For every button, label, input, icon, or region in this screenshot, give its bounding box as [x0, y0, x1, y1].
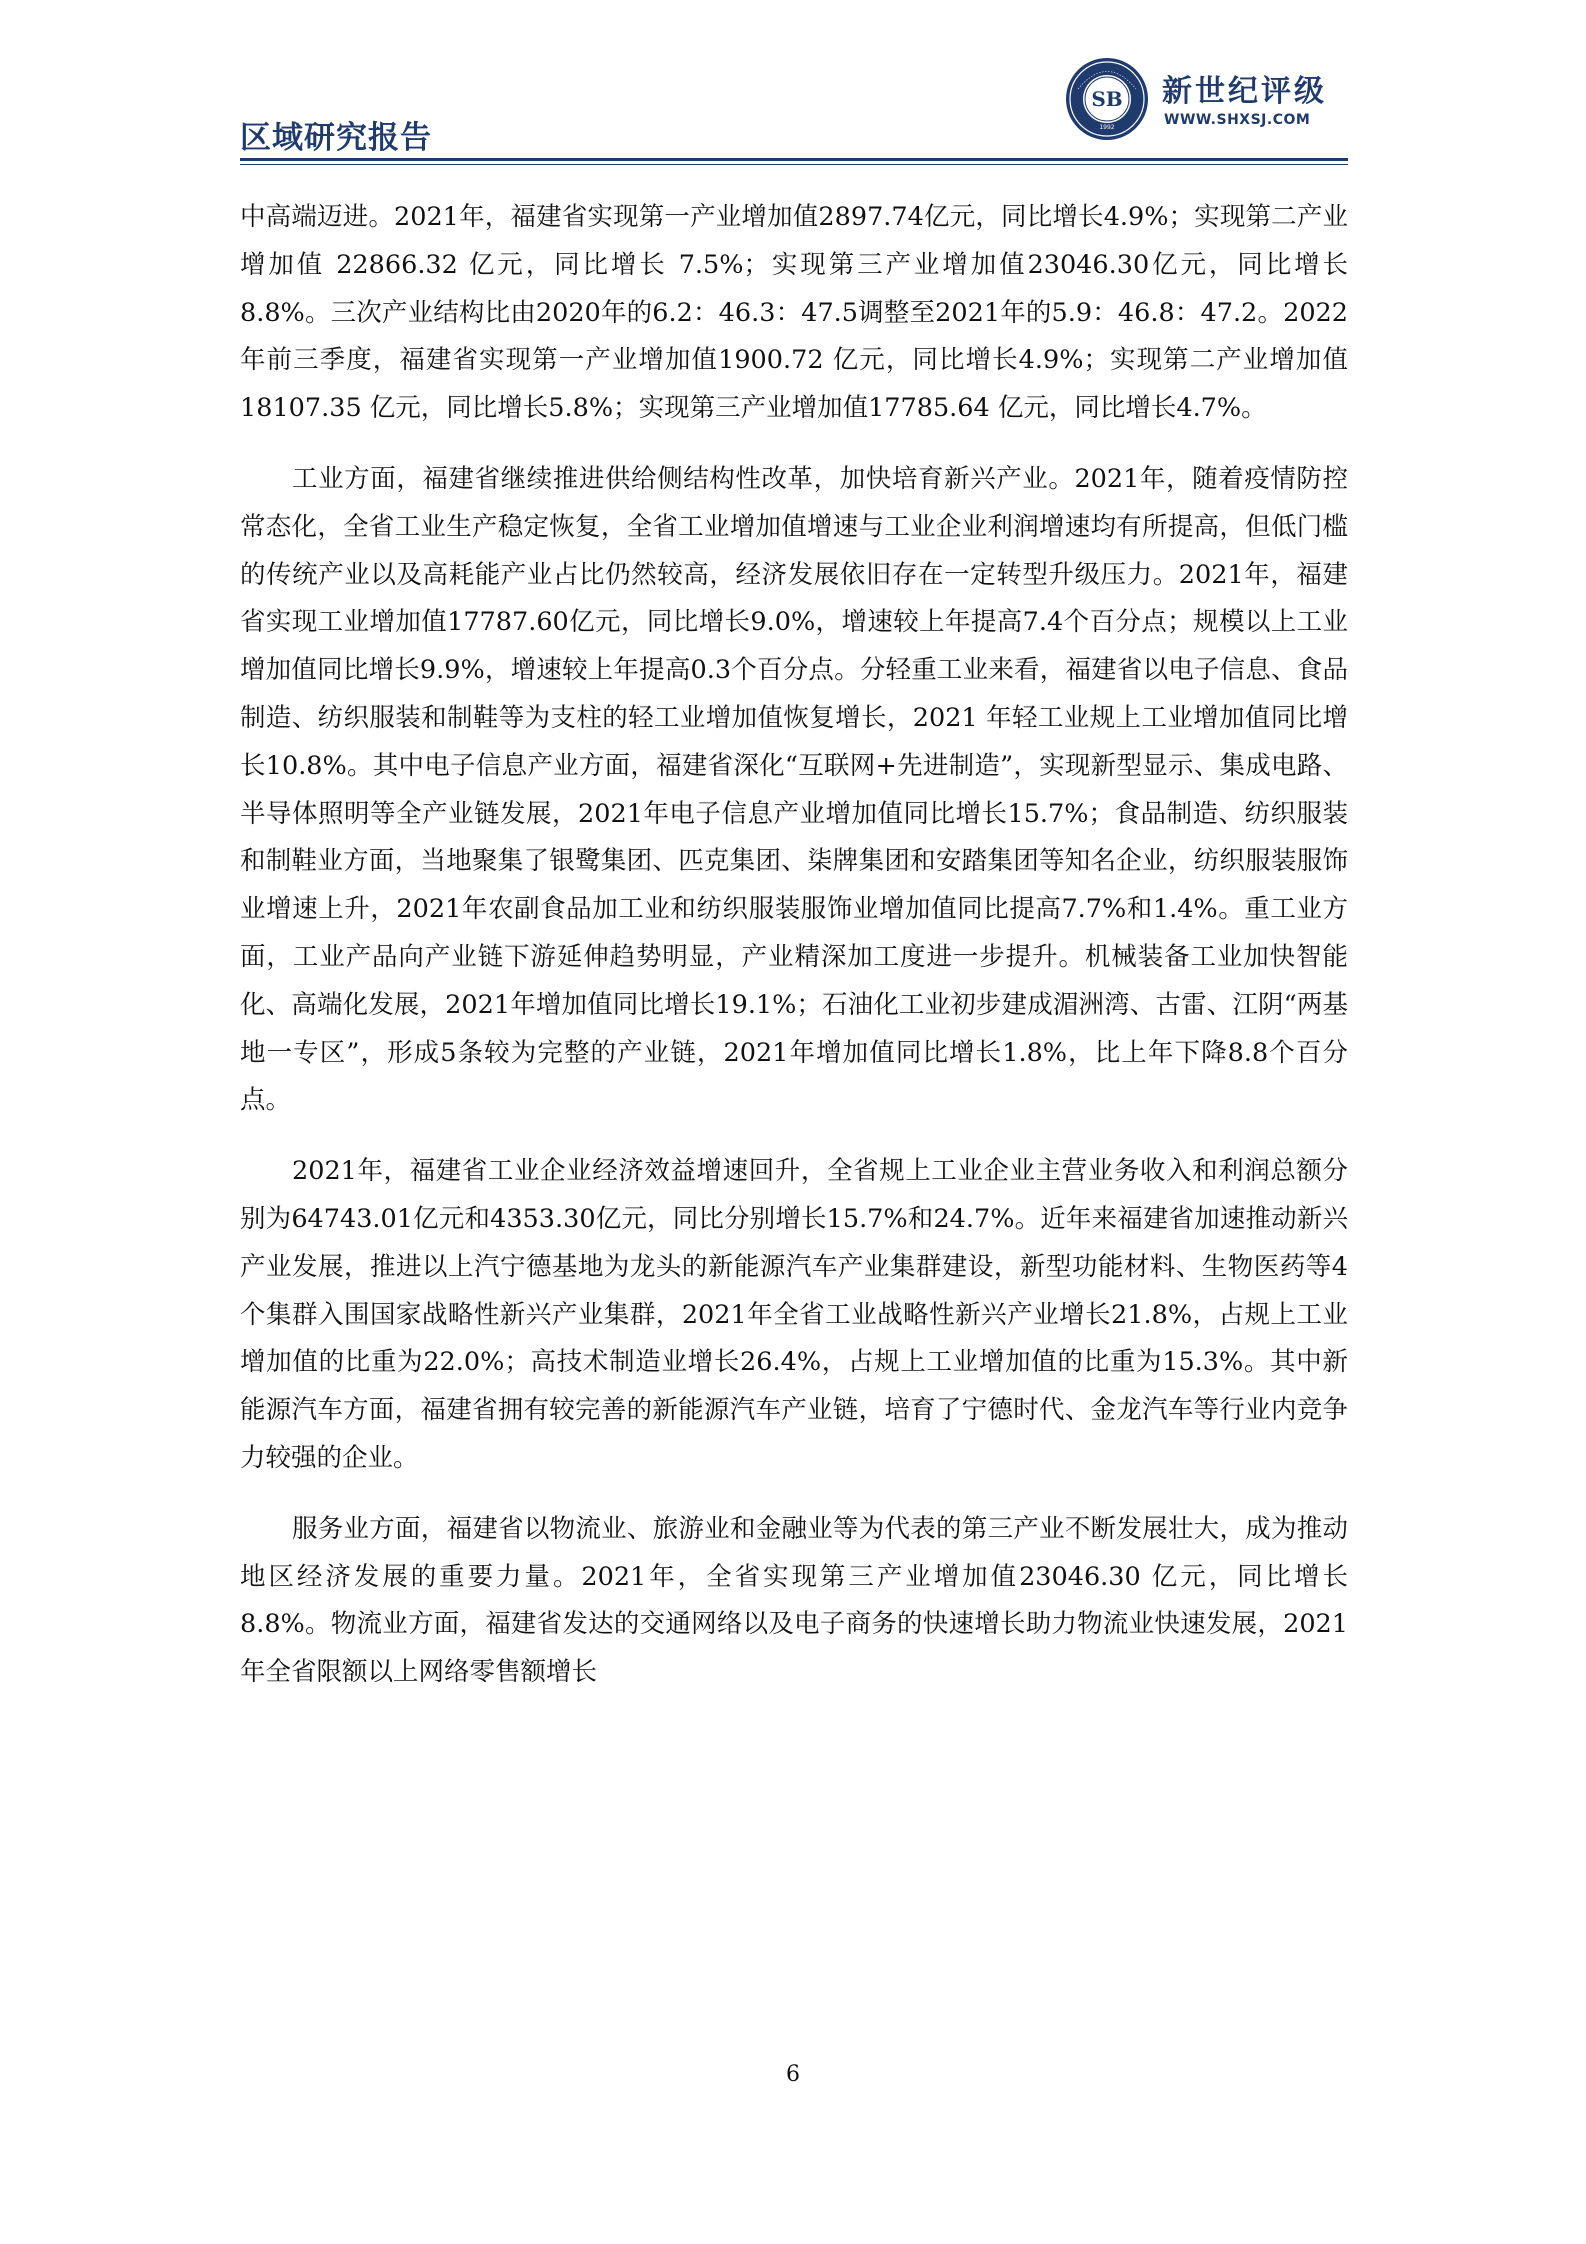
- brand-logo: [1064, 56, 1364, 146]
- brand-url: WWW.SHXSJ.COM: [1164, 112, 1311, 128]
- seal-monogram: SB: [1091, 87, 1123, 111]
- page-header: [0, 0, 1586, 165]
- report-category-label: 区域研究报告: [240, 120, 432, 156]
- page-number: 6: [786, 2062, 800, 2087]
- seal-year: 1992: [1099, 124, 1115, 131]
- paragraph-industrial-efficiency: 2021年，福建省工业企业经济效益增速回升，全省规上工业企业主营业务收入和利润总额分别为64743.01亿元和4353.30亿元，同比分别增长15.7%和24.7%。近年来福建省加速推动新兴产业发展，推进以上汽宁德基地为龙头的新能源汽车产业集群建设，新型功能材料、生物医药等4个集群入围国家战略性新兴产业集群，2021年全省工业战略性新兴产业增长21.8%，占规上工业增加值的比重为22.0%；高技术制造业增长26.4%，占规上工业增加值的比重为15.3%。其中新能源汽车方面，福建省拥有较完善的新能源汽车产业链，培育了宁德时代、金龙汽车等行业内竞争力较强的企业。: [240, 1156, 1348, 1473]
- paragraph-industrial-sector: 工业方面，福建省继续推进供给侧结构性改革，加快培育新兴产业。2021年，随着疫情防控常态化，全省工业生产稳定恢复，全省工业增加值增速与工业企业利润增速均有所提高，但低门槛的传统产业以及高耗能产业占比仍然较高，经济发展依旧存在一定转型升级压力。2021年，福建省实现工业增加值17787.60亿元，同比增长9.0%，增速较上年提高7.4个百分点；规模以上工业增加值同比增长9.9%，增速较上年提高0.3个百分点。分轻重工业来看，福建省以电子信息、食品制造、纺织服装和制鞋等为支柱的轻工业增加值恢复增长，2021 年轻工业规上工业增加值同比增长10.8%。其中电子信息产业方面，福建省深化“互联网+先进制造”，实现新型显示、集成电路、半导体照明等全产业链发展，2021年电子信息产业增加值同比增长15.7%；食品制造、纺织服装和制鞋业方面，当地聚集了银鹭集团、匹克集团、柒牌集团和安踏集团等知名企业，纺织服装服饰业增速上升，2021年农副食品加工业和纺织服装服饰业增加值同比提高7.7%和1.4%。重工业方面，工业产品向产业链下游延伸趋势明显，产业精深加工度进一步提升。机械装备工业加快智能化、高端化发展，2021年增加值同比增长19.1%；石油化工业初步建成湄洲湾、古雷、江阴“两基地一专区”，形成5条较为完整的产业链，2021年增加值同比增长1.8%，比上年下降8.8个百分点。: [240, 463, 1348, 1116]
- brand-seal-icon: [1064, 56, 1150, 142]
- paragraph-industry-structure: 中高端迈进。2021年，福建省实现第一产业增加值2897.74亿元，同比增长4.9%；实现第二产业增加值 22866.32 亿元，同比增长 7.5%；实现第三产业增加值23046.30亿元，同比增长8.8%。三次产业结构比由2020年的6.2：46.3：47.5调整至2021年的5.9：46.8：47.2。2022年前三季度，福建省实现第一产业增加值1900.72 亿元，同比增长4.9%；实现第二产业增加值18107.35 亿元，同比增长5.8%；实现第三产业增加值17785.64 亿元，同比增长4.7%。: [240, 202, 1349, 424]
- report-body: [240, 194, 1348, 1720]
- header-divider: [240, 158, 1348, 161]
- brand-name: 新世纪评级: [1162, 74, 1327, 109]
- paragraph-service-sector: 服务业方面，福建省以物流业、旅游业和金融业等为代表的第三产业不断发展壮大，成为推动地区经济发展的重要力量。2021年，全省实现第三产业增加值23046.30 亿元，同比增长 8.8%。物流业方面，福建省发达的交通网络以及电子商务的快速增长助力物流业快速发展，2021 年全省限额以上网络零售额增长: [240, 1513, 1348, 1688]
- header-divider-thin: [240, 164, 1348, 165]
